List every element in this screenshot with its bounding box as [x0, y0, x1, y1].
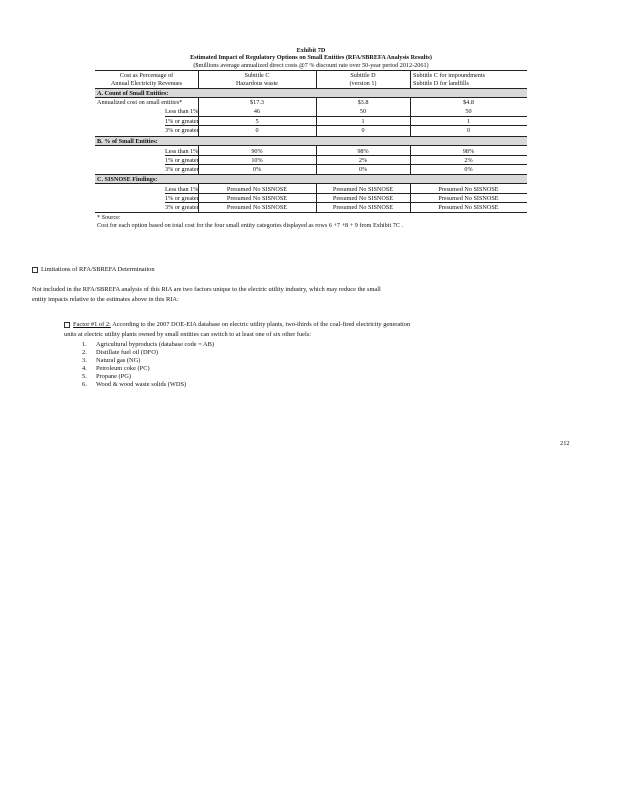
- rule: [198, 97, 199, 136]
- rule: [165, 116, 527, 117]
- row-b1-v1: 90%: [251, 148, 263, 155]
- row-a2-v2: 1: [361, 118, 365, 125]
- rule: [95, 136, 527, 137]
- row-c2-v1: Presumed No SISNOSE: [226, 195, 288, 202]
- limitations-para-line1: Not included in the RFA/SBREFA analysis of this RIA are two factors unique to the electric utility industry, which may reduce the small: [32, 286, 381, 293]
- factor-line1: [64, 321, 410, 329]
- exhibit-title: Estimated Impact of Regulatory Options on Small Entities (RFA/SBREFA Analysis Results): [190, 54, 432, 61]
- fuel-list: [82, 341, 214, 389]
- row-a1-v3: 50: [465, 108, 472, 115]
- row-b2-v3: 2%: [464, 157, 473, 164]
- col-header-3: Subtitle C for impoundments: [413, 72, 486, 79]
- row-b1-v3: 98%: [462, 148, 475, 155]
- annualized-label: Annualized cost on small entities*: [97, 99, 183, 106]
- row-c2-v3: Presumed No SISNOSE: [438, 195, 499, 202]
- rule: [198, 183, 199, 212]
- row-a3-v3: 0: [466, 127, 471, 134]
- row-c3-v2: Presumed No SISNOSE: [332, 204, 394, 211]
- exhibit-label: Exhibit 7D: [296, 47, 326, 54]
- row-a1-label: Less than 1%: [165, 108, 199, 115]
- list-item: 6. Wood & wood waste solids (WDS): [82, 381, 187, 388]
- row-c1-v3: Presumed No SISNOSE: [438, 186, 499, 193]
- rule: [410, 97, 411, 136]
- row-a2-v3: 1: [466, 118, 471, 125]
- source-text: Cost for each option based on total cost for the four small entity categories displayed as rows 6 +7 +8 + 9 from Exhibit 7C .: [97, 222, 404, 229]
- row-b3-v3: 0%: [464, 166, 473, 173]
- annualized-value-2: $3.8: [357, 99, 369, 106]
- row-c1-v2: Presumed No SISNOSE: [332, 186, 394, 193]
- row-a3-v1: 0: [255, 127, 259, 134]
- factor-text: According to the 2007 DOE-EIA database on electric utility plants, two-thirds of the coal-fired electricity generation: [112, 321, 411, 328]
- row-c3-label: 3% or greater: [165, 204, 199, 211]
- col-header-1b: Hazardous waste: [235, 80, 279, 87]
- section-b-band: [95, 137, 527, 145]
- row-b3-v1: 0%: [252, 166, 262, 173]
- list-item: 4. Petroleum coke (PC): [82, 365, 150, 372]
- list-item: 1. Agricultural byproducts (database code = AB): [82, 341, 215, 348]
- exhibit-subtitle: ($millions average annualized direct costs @7 % discount rate over 50-year period 2012-2061): [193, 62, 429, 69]
- checkbox-icon: [64, 322, 70, 328]
- factor-line2: units at electric utility plants owned by small entities can switch to at least one of six other fuels:: [64, 331, 312, 338]
- col-header-1: Subtitle C: [244, 72, 270, 79]
- limitations-heading: [32, 266, 155, 274]
- page-number: 212: [560, 440, 570, 447]
- section-b-label: B. % of Small Entities:: [97, 138, 158, 145]
- list-item: 2. Distillate fuel oil (DFO): [82, 349, 158, 356]
- limitations-para-line2: entity impacts relative to the estimates above in this RIA:: [32, 296, 179, 303]
- row-c3-v3: Presumed No SISNOSE: [438, 204, 499, 211]
- row-a3-label: 3% or greater: [165, 127, 199, 134]
- section-c-band: [95, 175, 527, 183]
- col-header-left: Cost as Percentage of: [119, 72, 174, 79]
- rule: [410, 70, 411, 88]
- row-a3-v2: 0: [361, 127, 365, 134]
- annualized-value-1: $17.3: [250, 99, 264, 106]
- rule: [165, 125, 527, 126]
- rule: [316, 145, 317, 174]
- row-b1-v2: 98%: [357, 148, 369, 155]
- col-header-2: Subtitle D: [350, 72, 376, 79]
- factor-label: Factor #1 of 2:: [73, 321, 111, 328]
- section-a-label: A. Count of Small Entities:: [97, 90, 169, 97]
- section-c-label: C. SISNOSE Findings:: [97, 176, 158, 183]
- row-c3-v1: Presumed No SISNOSE: [226, 204, 288, 211]
- row-b2-v1: 10%: [251, 157, 263, 164]
- rule: [316, 97, 317, 136]
- rule: [95, 174, 527, 175]
- row-a2-v1: 5: [255, 118, 259, 125]
- rule: [165, 202, 527, 203]
- rule: [95, 88, 527, 89]
- row-c2-label: 1% or greater: [165, 195, 199, 202]
- col-header-3b: Subtitle D for landfills: [413, 80, 469, 87]
- row-a1-v2: 50: [359, 108, 367, 115]
- row-c1-v1: Presumed No SISNOSE: [226, 186, 288, 193]
- rule: [95, 212, 527, 213]
- list-item: 5. Propane (PG): [82, 373, 131, 380]
- rule: [95, 183, 527, 184]
- row-b2-v2: 2%: [358, 157, 368, 164]
- rule: [95, 70, 527, 71]
- limitations-heading-text: Limitations of RFA/SBREFA Determination: [41, 266, 155, 273]
- row-c2-v2: Presumed No SISNOSE: [332, 195, 394, 202]
- checkbox-icon: [32, 267, 38, 273]
- rule: [198, 145, 199, 174]
- row-a1-v1: 46: [253, 108, 261, 115]
- rule: [316, 70, 317, 88]
- annualized-value-3: $4.8: [463, 99, 474, 106]
- rule: [198, 70, 199, 88]
- rule: [410, 145, 411, 174]
- rule: [316, 183, 317, 212]
- col-header-left-2: Annual Electricity Revenues: [110, 80, 183, 87]
- row-b1-label: Less than 1%: [165, 148, 199, 155]
- row-b2-label: 1% or greater: [165, 157, 199, 164]
- row-c1-label: Less than 1%: [165, 186, 199, 193]
- row-b3-label: 3% or greater: [165, 166, 199, 173]
- rule: [165, 164, 527, 165]
- list-item: 3. Natural gas (NG): [82, 357, 141, 364]
- row-a2-label: 1% or greater: [165, 118, 199, 125]
- rule: [95, 97, 527, 98]
- rule: [165, 193, 527, 194]
- rule: [165, 155, 527, 156]
- source-label: * Source:: [97, 214, 121, 221]
- rule: [95, 145, 527, 146]
- col-header-2b: (version 1): [349, 80, 377, 87]
- rule: [410, 183, 411, 212]
- row-b3-v2: 0%: [358, 166, 368, 173]
